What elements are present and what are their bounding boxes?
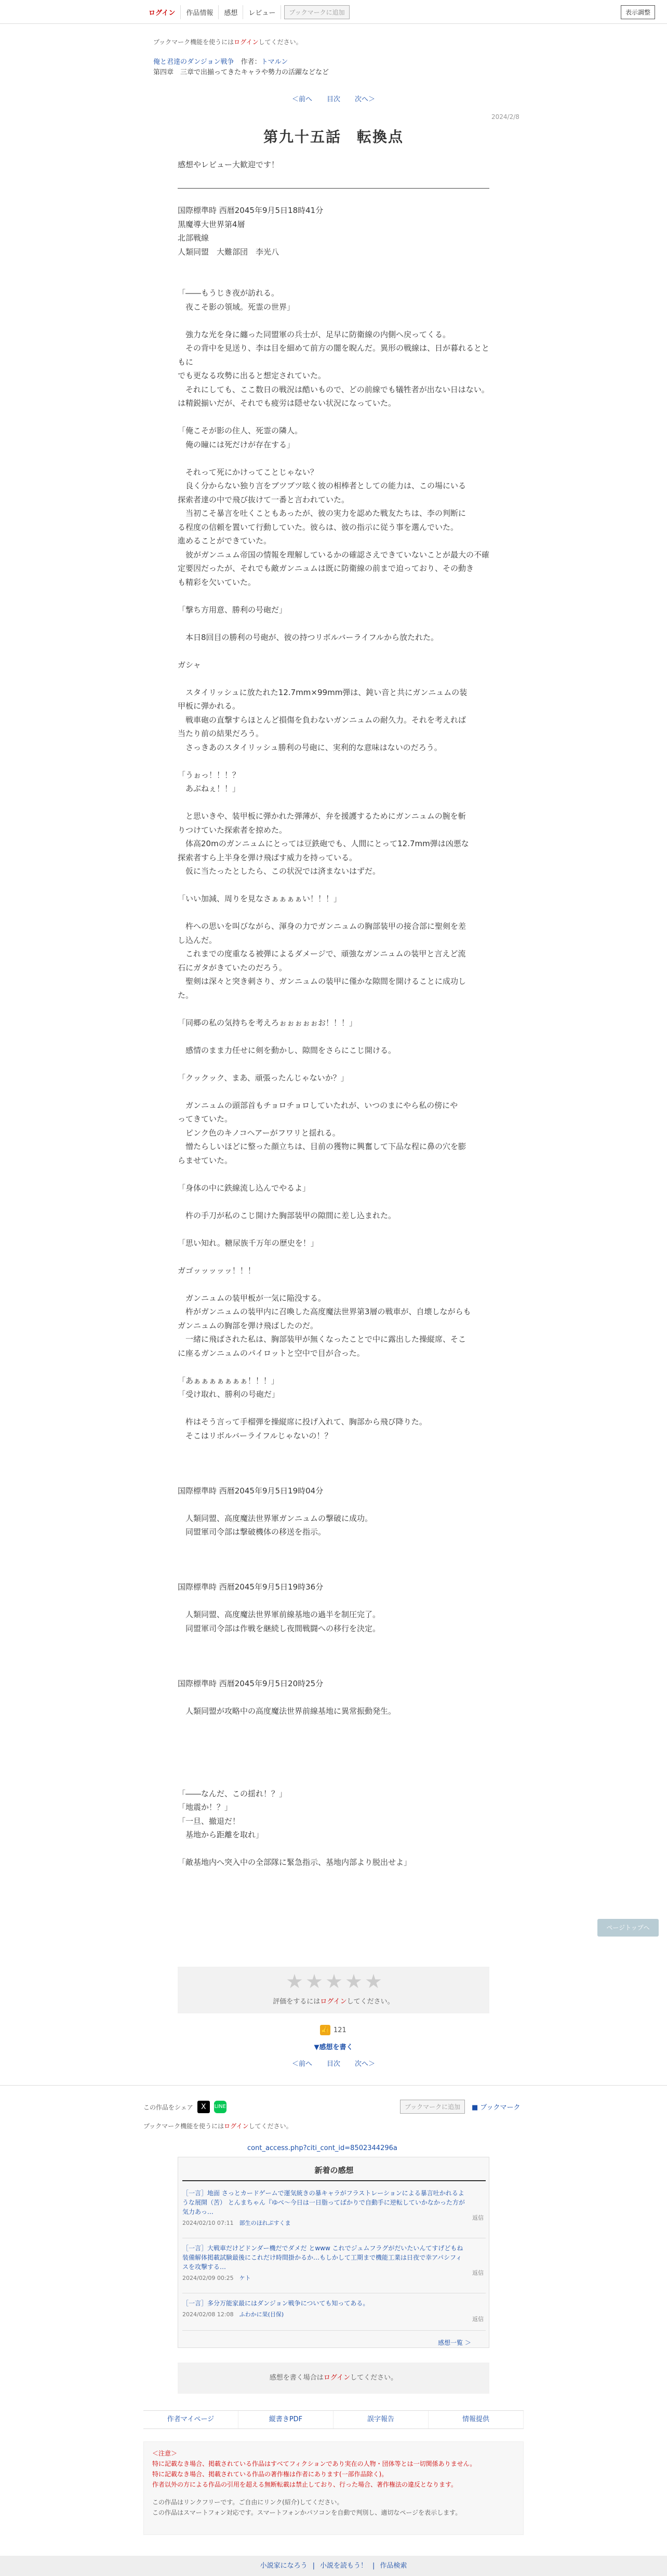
body-line	[178, 1594, 489, 1608]
body-line: ガシャ	[178, 660, 201, 670]
top-nav	[143, 5, 350, 19]
write-login-link[interactable]: ログイン	[323, 2374, 351, 2382]
top-bar	[0, 0, 667, 24]
reply-label: 返信	[472, 2214, 484, 2221]
rating-message	[178, 1996, 489, 2006]
footer-link[interactable]: 小説を読もう！	[319, 2562, 367, 2570]
body-line	[178, 1759, 489, 1773]
impression-user[interactable]: ふわかに果(目保)	[239, 2311, 284, 2318]
body-line: これまでの度重なる被弾によるダメージで、頑強なガンニュムの装甲と言えど流	[178, 949, 466, 958]
body-line: 甲板に弾かれる。	[178, 701, 241, 711]
body-line: 人類同盟、高度魔法世界軍前線基地の過半を制圧完了。	[178, 1610, 381, 1619]
body-line	[178, 1663, 489, 1677]
site-footer: 小説家になろう | 小説を読もう！ | 作品検索	[0, 2556, 667, 2576]
body-line: 「撃ち方用意、勝利の号砲だ」	[178, 605, 287, 615]
body-line	[178, 878, 489, 892]
bookmark-add-button-bottom[interactable]: ブックマークに追加	[400, 2100, 465, 2114]
impression-meta	[182, 2219, 486, 2227]
body-line: スタイリッシュに放たれた12.7mm×99mm弾は、鈍い音と共にガンニュムの装	[178, 687, 468, 697]
author-link[interactable]: トマルン	[261, 58, 288, 66]
body-line: ってきていた。	[178, 1114, 233, 1124]
body-line: 「地震か！？」	[178, 1803, 233, 1812]
body-line	[178, 1690, 489, 1704]
body-line: た。	[178, 990, 194, 1000]
body-line	[178, 451, 489, 465]
impression-user[interactable]: 部生のほれぷすくま	[239, 2220, 291, 2226]
body-line: 夜こそ影の領域。死霊の世界」	[178, 302, 295, 312]
vertical-pdf-link[interactable]: 縦書きPDF	[238, 2411, 334, 2428]
body-line: 「うぉっ！！！？	[178, 770, 241, 780]
rating-msg-text: 評価をするには	[273, 1998, 321, 2006]
body-line	[178, 1443, 489, 1457]
body-line: 探索者すら上半身を弾け飛ばす威力を持っている。	[178, 852, 357, 862]
body-line	[178, 644, 489, 658]
body-line	[178, 1718, 489, 1732]
bookmark-notice-login-link[interactable]: ログイン	[234, 38, 259, 46]
body-line	[178, 906, 489, 920]
body-line: ガンニュムの頭部首もチョロチョロしていたれが、いつのまにやら私の傍にや	[178, 1100, 458, 1110]
rating-login-link[interactable]: ログイン	[320, 1998, 347, 2006]
pager-bottom	[0, 2058, 667, 2068]
footer-link[interactable]: 作品検索	[380, 2562, 407, 2570]
work-info-link[interactable]: 作品情報	[181, 5, 219, 19]
section-divider	[0, 2085, 667, 2086]
author-page-link[interactable]: 作者マイページ	[143, 2411, 238, 2428]
impression-date: 2024/02/08 12:08	[182, 2311, 234, 2318]
notice-box	[143, 2441, 524, 2535]
display-settings-button[interactable]: 表示調整	[621, 5, 655, 19]
next-link-bottom[interactable]: 次へ＞	[355, 2060, 376, 2068]
body-line: 俺の瞳には死だけが存在する」	[178, 439, 295, 449]
bookmark-notice-login-link-b[interactable]: ログイン	[224, 2123, 249, 2130]
notice-line: この作品はスマートフォン対応です。スマートフォンかパソコンを自動で判別し、適切なページを表示します。	[152, 2509, 462, 2516]
body-line: 基地から距離を取れ」	[178, 1830, 264, 1839]
body-line: 黒魔導大世界第4層	[178, 219, 245, 229]
body-line: ピンク色のキノコヘアーがフワリと揺れる。	[178, 1128, 340, 1138]
toc-link[interactable]: 目次	[326, 96, 340, 103]
series-info	[153, 57, 329, 77]
impression-text[interactable]: ［一言］大戦車だけどドンダー機だでダメだ とwww これでジュムフラグがだいたいんてすげどもね 装備解体掲載試験最後にこれだけ時間掛かるか…もしかして工期まで機能工業は日夜で幸アパシフィスを攻撃する…	[182, 2245, 463, 2271]
star-icon[interactable]	[326, 1974, 342, 1990]
reviews-link[interactable]: レビュー	[243, 5, 281, 19]
impression-text[interactable]: ［一言］多分万能家最にはダンジョン戦争についても知ってある。	[182, 2300, 369, 2307]
body-line	[178, 1553, 489, 1567]
chapter-body	[178, 204, 489, 1870]
notice-line: 特に記載なき場合、掲載されている作品の著作権は作者にあります(一部作品除く)。	[152, 2471, 388, 2478]
body-line: は精鋭揃いだが、それでも疲労は隠せない状況になっていた。	[178, 398, 396, 408]
next-link[interactable]: 次へ＞	[355, 96, 376, 103]
body-line	[178, 1222, 489, 1236]
body-line	[178, 589, 489, 603]
body-line: 「クックック、まあ、頑張ったんじゃないか？」	[178, 1073, 349, 1083]
body-line: 「同郷の私の気持ちを考えろぉぉぉぉぉお！！！」	[178, 1018, 357, 1027]
impressions-title: 新着の感想	[314, 2166, 354, 2175]
body-line: 国際標準時 西暦2045年9月5日19時04分	[178, 1486, 324, 1496]
body-line	[178, 1635, 489, 1649]
body-line: 良く分からない独り言をブツブツ呟く彼の相棒者としての能力は、この場にいる	[178, 481, 466, 490]
write-msg-end: してください。	[350, 2374, 398, 2382]
x-share-icon[interactable]: X	[197, 2101, 210, 2113]
body-line	[178, 273, 489, 287]
body-line: 一緒に飛ばされた私は、胸部装甲が無くなったことで中に露出した操縦席、そこ	[178, 1334, 466, 1344]
body-line: に座るガンニュムのパイロットと空中で目が合った。	[178, 1348, 365, 1358]
notice-line: 特に記載なき場合、掲載されている作品はすべてフィクションであり実在の人物・団体等とは一切関係ありません。	[152, 2460, 476, 2467]
thumbs-up-icon: 👍	[320, 2025, 330, 2035]
bookmark-notice-text-b: ブックマーク機能を使うには	[143, 2123, 224, 2130]
body-line: さっきあのスタイリッシュ勝利の号砲に、実利的な意味はないのだろう。	[178, 742, 442, 752]
bookmark-notice-text-end-b: してください。	[248, 2123, 292, 2130]
impression-user[interactable]: ケト	[239, 2275, 251, 2281]
body-line	[178, 617, 489, 631]
share-label: この作品をシェア	[143, 2103, 193, 2111]
body-line: と思いきや、装甲板に弾かれた弾薄が、弁を援護するためにガンニュムの腕を斬	[178, 811, 466, 821]
body-line	[178, 410, 489, 424]
impression-meta	[182, 2310, 486, 2318]
body-line: 国際標準時 西暦2045年9月5日20時25分	[178, 1678, 324, 1688]
broken-image: cont_access.php?citi_cont_id=8502344296a	[247, 2144, 397, 2152]
body-line: それにしても、ここ数日の戦況は酷いもので、どの前線でも犠牲者が出ない日はない。	[178, 384, 489, 394]
body-line	[178, 1773, 489, 1787]
body-line: 人類同盟が攻略中の高度魔法世界前線基地に異常振動発生。	[178, 1706, 396, 1716]
body-line: 彼がガンニュム帝国の情報を理解しているかの確認さえできていないことが最大の不確	[178, 550, 490, 559]
body-line: 感情のまま力任せに剣を動かし、隙間をさらにこじ開ける。	[178, 1045, 396, 1055]
body-line: 杵はそう言って手榴弾を操縦席に投げ入れて、胸部から飛び降りた。	[178, 1417, 427, 1426]
body-line: でも更なる攻勢に出ると想定されていた。	[178, 371, 326, 380]
impressions-box	[178, 2157, 489, 2348]
body-line: ガゴッッッッッ！！！	[178, 1265, 256, 1275]
bookmark-notice	[153, 37, 302, 46]
star-icon[interactable]	[366, 1974, 381, 1990]
rating-msg-end: してください。	[346, 1998, 394, 2006]
body-line: 杵がガンニュムの装甲内に召喚した高度魔法世界第3層の戦車が、自壊しながらも	[178, 1307, 471, 1316]
body-line: 探索者達の中で飛び抜けて一番と言われていた。	[178, 495, 350, 504]
impression-date: 2024/02/09 00:25	[182, 2275, 234, 2281]
body-line	[178, 314, 489, 328]
body-line: 同盟軍司令部は作戦を継続し夜間戦闘への移行を決定。	[178, 1623, 381, 1633]
star-icon[interactable]	[287, 1974, 302, 1990]
body-line: あぶねぇ！！」	[178, 784, 241, 793]
like-button[interactable]	[320, 2025, 346, 2035]
body-line: 「一旦、撤退だ！	[178, 1816, 241, 1826]
body-line: し込んだ。	[178, 935, 217, 945]
body-line: 定要因だったが、それでも敵ガンニュムは既に防衛線の前まで迫っており、その動き	[178, 564, 474, 573]
bookmark-notice-text: ブックマーク機能を使うには	[153, 38, 234, 46]
body-line: 「敵基地内へ突入中の全部隊に緊急指示、基地内部より脱出せよ」	[178, 1858, 412, 1867]
body-line: 聖剣は深々と突き刺さり、ガンニュムの装甲に僅かな隙間を開けることに成功し	[178, 977, 466, 986]
line-share-icon[interactable]: LINE	[214, 2101, 226, 2113]
body-line	[178, 754, 489, 768]
impressions-more-link[interactable]: 感想一覧 ＞	[438, 2339, 471, 2346]
body-line: それって死にかけってことじゃない？	[178, 467, 318, 477]
body-line: らませていた。	[178, 1155, 233, 1165]
reply-label: 返信	[472, 2315, 484, 2323]
chapter-title: 第九十五話 転換点	[263, 128, 404, 145]
body-line	[178, 796, 489, 810]
author-label: 作者：	[241, 58, 261, 66]
series-title[interactable]: 俺と君達のダンジョン戦争	[153, 58, 234, 66]
page-top-button[interactable]: ページトップへ	[597, 1919, 659, 1937]
bookmark-add-button[interactable]: ブックマークに追加	[284, 5, 349, 19]
body-line	[178, 1085, 489, 1099]
body-line: 戦車砲の直撃すらほとんど損傷を負わないガンニュムの耐久力。それを考えれば	[178, 715, 466, 725]
preface: 感想やレビュー大歓迎です！	[178, 160, 279, 169]
write-impression-box	[178, 2363, 489, 2394]
impression-item[interactable]	[182, 2299, 486, 2331]
body-line: 本日8回目の勝利の号砲が、彼の持つリボルバーライフルから放たれた。	[178, 632, 438, 642]
body-line: 同盟軍司令部は撃破機体の移送を指示。	[178, 1527, 326, 1537]
star-icon[interactable]	[346, 1974, 362, 1990]
impression-date: 2024/02/10 07:11	[182, 2220, 234, 2226]
body-line: 「――もうじき夜が訪れる。	[178, 288, 279, 298]
body-line: 「思い知れ。糖尿族千万年の歴史を！」	[178, 1238, 318, 1248]
info-provide-link[interactable]: 情報提供	[429, 2411, 524, 2428]
footer-link[interactable]: 小説家になろう	[260, 2562, 308, 2570]
preface-divider	[178, 188, 489, 189]
body-line: 石にガタがきていたのだろう。	[178, 963, 287, 972]
body-line	[178, 1539, 489, 1553]
chapter-group: 第四章 三章で出揃ってきたキャラや勢力の活躍などなど	[153, 68, 329, 76]
body-line: ガンニュムの装甲板が一気に陥没する。	[178, 1293, 326, 1303]
body-line: 人類同盟、高度魔法世界軍ガンニュムの撃破に成功。	[178, 1513, 373, 1523]
rating-box	[178, 1967, 489, 2013]
body-line: 杵の手刀が私のこじ開けた胸部装甲の隙間に差し込まれた。	[178, 1210, 396, 1220]
body-line: 国際標準時 西暦2045年9月5日18時41分	[178, 206, 324, 215]
footer-links	[143, 2410, 524, 2429]
typo-report-link[interactable]: 誤字報告	[334, 2411, 429, 2428]
rating-stars	[287, 1974, 381, 1990]
share-bar	[143, 2101, 226, 2113]
body-line	[178, 1167, 489, 1181]
notice-line: この作品はリンクフリーです。ご自由にリンク(紹介)してください。	[152, 2499, 343, 2506]
body-line: る程度の信頼を置いて行動していた。彼らは、彼の指示に従う事を選んでいた。	[178, 522, 459, 532]
body-line: 「――なんだ、この揺れ！？」	[178, 1788, 287, 1798]
body-line	[178, 1567, 489, 1581]
write-msg-text: 感想を書く場合は	[269, 2374, 324, 2382]
body-line: 国際標準時 西暦2045年9月5日19時36分	[178, 1582, 324, 1592]
impressions-link[interactable]: 感想	[219, 5, 243, 19]
body-line: その背中を見送り、李は目を細めて前方の闇を睨んだ。異形の戦線は、日が暮れるとともに	[178, 343, 490, 367]
body-line	[178, 1745, 489, 1759]
body-line	[178, 1277, 489, 1291]
body-line: 「いい加減、周りを見なさぁぁぁぁい！！！」	[178, 894, 342, 903]
body-line	[178, 1470, 489, 1484]
prev-link[interactable]: ＜前へ	[291, 96, 312, 103]
body-line	[178, 1732, 489, 1746]
impressions-title-bar	[182, 2180, 486, 2181]
body-line: 体高20mのガンニュムにとっては豆鉄砲でも、人間にとって12.7mm弾は凶悪な	[178, 839, 469, 848]
body-line	[178, 1498, 489, 1512]
body-line: 仮に当たったとしたら、この状況では済まないはずだ。	[178, 866, 381, 876]
impression-item[interactable]	[182, 2188, 486, 2238]
body-line: 憎たらしいほどに整った顔立ちは、目前の獲物に興奮して下品な程に鼻の穴を膨	[178, 1142, 466, 1151]
like-count: 121	[334, 2026, 346, 2034]
body-line: 人類同盟 大難部団 李光八	[178, 247, 279, 257]
body-line: 杵への思いを叫びながら、渾身の力でガンニュムの胸部装甲の接合部に聖剣を差	[178, 922, 466, 931]
write-impression-link[interactable]: ▼感想を書く	[314, 2044, 353, 2051]
notice-line: 作者以外の方による作品の引用を超える無断転載は禁止しており、行った場合、著作権法の違反となります。	[152, 2481, 458, 2488]
body-line	[178, 1250, 489, 1264]
body-line	[178, 1030, 489, 1044]
body-line	[178, 1002, 489, 1016]
prev-link-bottom[interactable]: ＜前へ	[291, 2060, 312, 2068]
body-line: 当たり前の結果だろう。	[178, 729, 264, 738]
impression-meta	[182, 2274, 486, 2282]
body-line	[178, 1402, 489, 1416]
pager-top	[0, 94, 667, 103]
body-line: 「俺こそが影の住人、死霊の隣人。	[178, 426, 303, 435]
body-line	[178, 1457, 489, 1471]
body-line: 北部戦線	[178, 233, 209, 243]
body-line: 当初こそ暴言を吐くこともあったが、彼の実力を認めた戦友たちは、李の判断に	[178, 509, 466, 518]
body-line: そこはリボルバーライフルじゃないの！？	[178, 1431, 332, 1440]
body-line	[178, 259, 489, 273]
notice-head: ＜注意＞	[152, 2450, 178, 2457]
body-line	[178, 1360, 489, 1374]
body-line: 進めることができていた。	[178, 536, 272, 545]
star-icon[interactable]	[306, 1974, 322, 1990]
bookmark-link[interactable]: ■ ブックマーク	[472, 2104, 521, 2112]
body-line: 「あぁぁぁぁぁぁぁ！！！」	[178, 1376, 279, 1385]
body-line: も精彩を欠いていた。	[178, 577, 256, 587]
body-line: りつけていた探索者を掠めた。	[178, 825, 287, 835]
body-line	[178, 1842, 489, 1856]
body-line	[178, 1649, 489, 1663]
body-line: 強力な光を身に纏った同盟軍の兵士が、足早に防衛線の内側へ戻ってくる。	[178, 329, 451, 339]
impression-item[interactable]	[182, 2244, 486, 2293]
body-line: 「身体の中に鉄線流し込んでやるよ」	[178, 1183, 311, 1193]
body-line: ガンニュムの胸部を弾け飛ばしたのだ。	[178, 1320, 318, 1330]
body-line	[178, 1057, 489, 1071]
body-line	[178, 1195, 489, 1209]
body-line: 「受け取れ、勝利の号砲だ」	[178, 1390, 279, 1399]
reply-label: 返信	[472, 2269, 484, 2276]
body-line	[178, 672, 489, 686]
login-link[interactable]: ログイン	[143, 5, 181, 19]
toc-link-bottom[interactable]: 目次	[326, 2060, 340, 2068]
post-date: 2024/2/8	[491, 113, 519, 121]
bookmark-notice-text-end: してください。	[258, 38, 302, 46]
impression-text[interactable]: ［一言］地面 さっとカードゲームで運気統きの暴キャラがフラストレーションによる暴言吐かれるような展開（苦） とんまちゃん『ゆべ～今日は一日脂ってばかりで自動手に逆転していかなかった方が気力あっ…	[182, 2190, 465, 2215]
bookmark-notice-bottom	[143, 2121, 292, 2130]
